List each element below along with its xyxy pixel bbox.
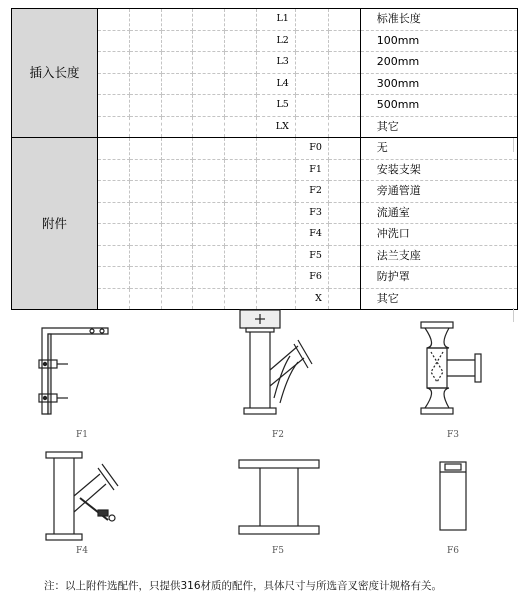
grid-cell <box>193 95 225 117</box>
grid-cell <box>225 9 257 31</box>
grid-cell <box>129 52 161 74</box>
grid-cell <box>193 138 225 160</box>
grid-cell <box>161 95 193 117</box>
grid-cell <box>257 288 296 310</box>
grid-cell <box>129 181 161 203</box>
figure-f6-protective-cover <box>436 458 472 534</box>
grid-cell <box>328 116 360 138</box>
grid-cell <box>129 95 161 117</box>
option-code: L2 <box>257 30 296 52</box>
grid-cell <box>225 202 257 224</box>
grid-cell <box>257 224 296 246</box>
grid-cell <box>328 73 360 95</box>
option-code: X <box>295 288 328 310</box>
grid-cell <box>257 159 296 181</box>
figure-f2-bypass-pipe <box>232 308 327 420</box>
figure-label: F2 <box>272 430 284 440</box>
grid-cell <box>328 52 360 74</box>
grid-cell <box>129 9 161 31</box>
grid-cell <box>225 159 257 181</box>
grid-cell <box>295 30 328 52</box>
option-code: F1 <box>295 159 328 181</box>
grid-cell <box>257 181 296 203</box>
group-label: 附件 <box>12 138 98 310</box>
option-description: 标准长度 <box>360 9 517 31</box>
grid-cell <box>97 245 129 267</box>
figure-f1-mounting-bracket <box>36 322 116 417</box>
grid-cell <box>161 30 193 52</box>
insertion-length-section <box>12 9 518 138</box>
spec-table <box>11 8 518 310</box>
footnote: 注：以上附件选配件，只提供316材质的配件，具体尺寸与所选音叉密度计规格有关。 <box>44 580 443 592</box>
figure-f4-flush-port <box>40 450 130 545</box>
option-code: L5 <box>257 95 296 117</box>
option-description: 旁通管道 <box>360 181 517 203</box>
option-code: L3 <box>257 52 296 74</box>
grid-cell <box>129 267 161 289</box>
grid-cell <box>129 116 161 138</box>
option-description: 安装支架 <box>360 159 517 181</box>
grid-cell <box>161 224 193 246</box>
grid-cell <box>97 95 129 117</box>
grid-cell <box>193 224 225 246</box>
option-description: 其它 <box>360 116 517 138</box>
grid-cell <box>161 181 193 203</box>
table-row <box>12 138 518 160</box>
grid-cell <box>225 245 257 267</box>
grid-cell <box>328 30 360 52</box>
grid-cell <box>328 202 360 224</box>
grid-cell <box>161 116 193 138</box>
figure-f5-flange-support <box>236 458 326 540</box>
option-code: F3 <box>295 202 328 224</box>
grid-cell <box>295 9 328 31</box>
grid-cell <box>225 52 257 74</box>
grid-cell <box>328 9 360 31</box>
grid-cell <box>328 224 360 246</box>
figure-label: F3 <box>447 430 459 440</box>
grid-cell <box>193 245 225 267</box>
grid-cell <box>328 95 360 117</box>
grid-cell <box>129 138 161 160</box>
grid-cell <box>225 181 257 203</box>
grid-cell <box>161 202 193 224</box>
option-code: F2 <box>295 181 328 203</box>
grid-cell <box>328 181 360 203</box>
grid-cell <box>257 138 296 160</box>
grid-cell <box>193 267 225 289</box>
grid-cell <box>97 181 129 203</box>
grid-cell <box>328 288 360 310</box>
option-code: LX <box>257 116 296 138</box>
grid-cell <box>328 267 360 289</box>
option-description: 500mm <box>360 95 517 117</box>
grid-cell <box>161 52 193 74</box>
grid-cell <box>97 202 129 224</box>
grid-cell <box>295 116 328 138</box>
grid-cell <box>225 288 257 310</box>
grid-cell <box>97 73 129 95</box>
group-label: 插入长度 <box>12 9 98 138</box>
grid-cell <box>97 52 129 74</box>
grid-cell <box>225 116 257 138</box>
grid-cell <box>97 267 129 289</box>
page-edge-mark <box>513 138 518 152</box>
grid-cell <box>161 159 193 181</box>
option-code: F6 <box>295 267 328 289</box>
option-description: 无 <box>360 138 517 160</box>
grid-cell <box>161 9 193 31</box>
grid-cell <box>129 224 161 246</box>
grid-cell <box>257 267 296 289</box>
grid-cell <box>193 9 225 31</box>
grid-cell <box>193 73 225 95</box>
grid-cell <box>129 30 161 52</box>
grid-cell <box>193 181 225 203</box>
grid-cell <box>193 202 225 224</box>
grid-cell <box>257 245 296 267</box>
grid-cell <box>193 30 225 52</box>
option-description: 冲洗口 <box>360 224 517 246</box>
grid-cell <box>161 73 193 95</box>
grid-cell <box>225 138 257 160</box>
grid-cell <box>225 95 257 117</box>
option-code: L4 <box>257 73 296 95</box>
option-code: F5 <box>295 245 328 267</box>
grid-cell <box>129 159 161 181</box>
grid-cell <box>97 30 129 52</box>
grid-cell <box>225 224 257 246</box>
grid-cell <box>193 52 225 74</box>
option-description: 防护罩 <box>360 267 517 289</box>
grid-cell <box>328 159 360 181</box>
grid-cell <box>161 267 193 289</box>
option-description: 其它 <box>360 288 517 310</box>
figure-f3-flow-chamber <box>413 318 493 418</box>
grid-cell <box>97 159 129 181</box>
option-description: 100mm <box>360 30 517 52</box>
grid-cell <box>295 52 328 74</box>
accessory-section <box>12 138 518 310</box>
grid-cell <box>97 224 129 246</box>
grid-cell <box>129 202 161 224</box>
grid-cell <box>97 116 129 138</box>
grid-cell <box>193 288 225 310</box>
option-code: F4 <box>295 224 328 246</box>
option-description: 法兰支座 <box>360 245 517 267</box>
grid-cell <box>295 95 328 117</box>
figure-label: F4 <box>76 546 88 556</box>
grid-cell <box>193 116 225 138</box>
figure-label: F1 <box>76 430 88 440</box>
grid-cell <box>328 138 360 160</box>
grid-cell <box>257 202 296 224</box>
grid-cell <box>129 73 161 95</box>
page-edge-mark <box>513 308 518 322</box>
grid-cell <box>97 138 129 160</box>
option-description: 流通室 <box>360 202 517 224</box>
table-row <box>12 9 518 31</box>
grid-cell <box>161 138 193 160</box>
grid-cell <box>328 245 360 267</box>
figure-label: F5 <box>272 546 284 556</box>
grid-cell <box>161 288 193 310</box>
grid-cell <box>225 267 257 289</box>
option-description: 300mm <box>360 73 517 95</box>
figure-label: F6 <box>447 546 459 556</box>
option-description: 200mm <box>360 52 517 74</box>
grid-cell <box>129 288 161 310</box>
grid-cell <box>129 245 161 267</box>
option-code: L1 <box>257 9 296 31</box>
grid-cell <box>161 245 193 267</box>
grid-cell <box>97 288 129 310</box>
grid-cell <box>295 73 328 95</box>
grid-cell <box>225 30 257 52</box>
grid-cell <box>193 159 225 181</box>
grid-cell <box>225 73 257 95</box>
grid-cell <box>97 9 129 31</box>
option-code: F0 <box>295 138 328 160</box>
